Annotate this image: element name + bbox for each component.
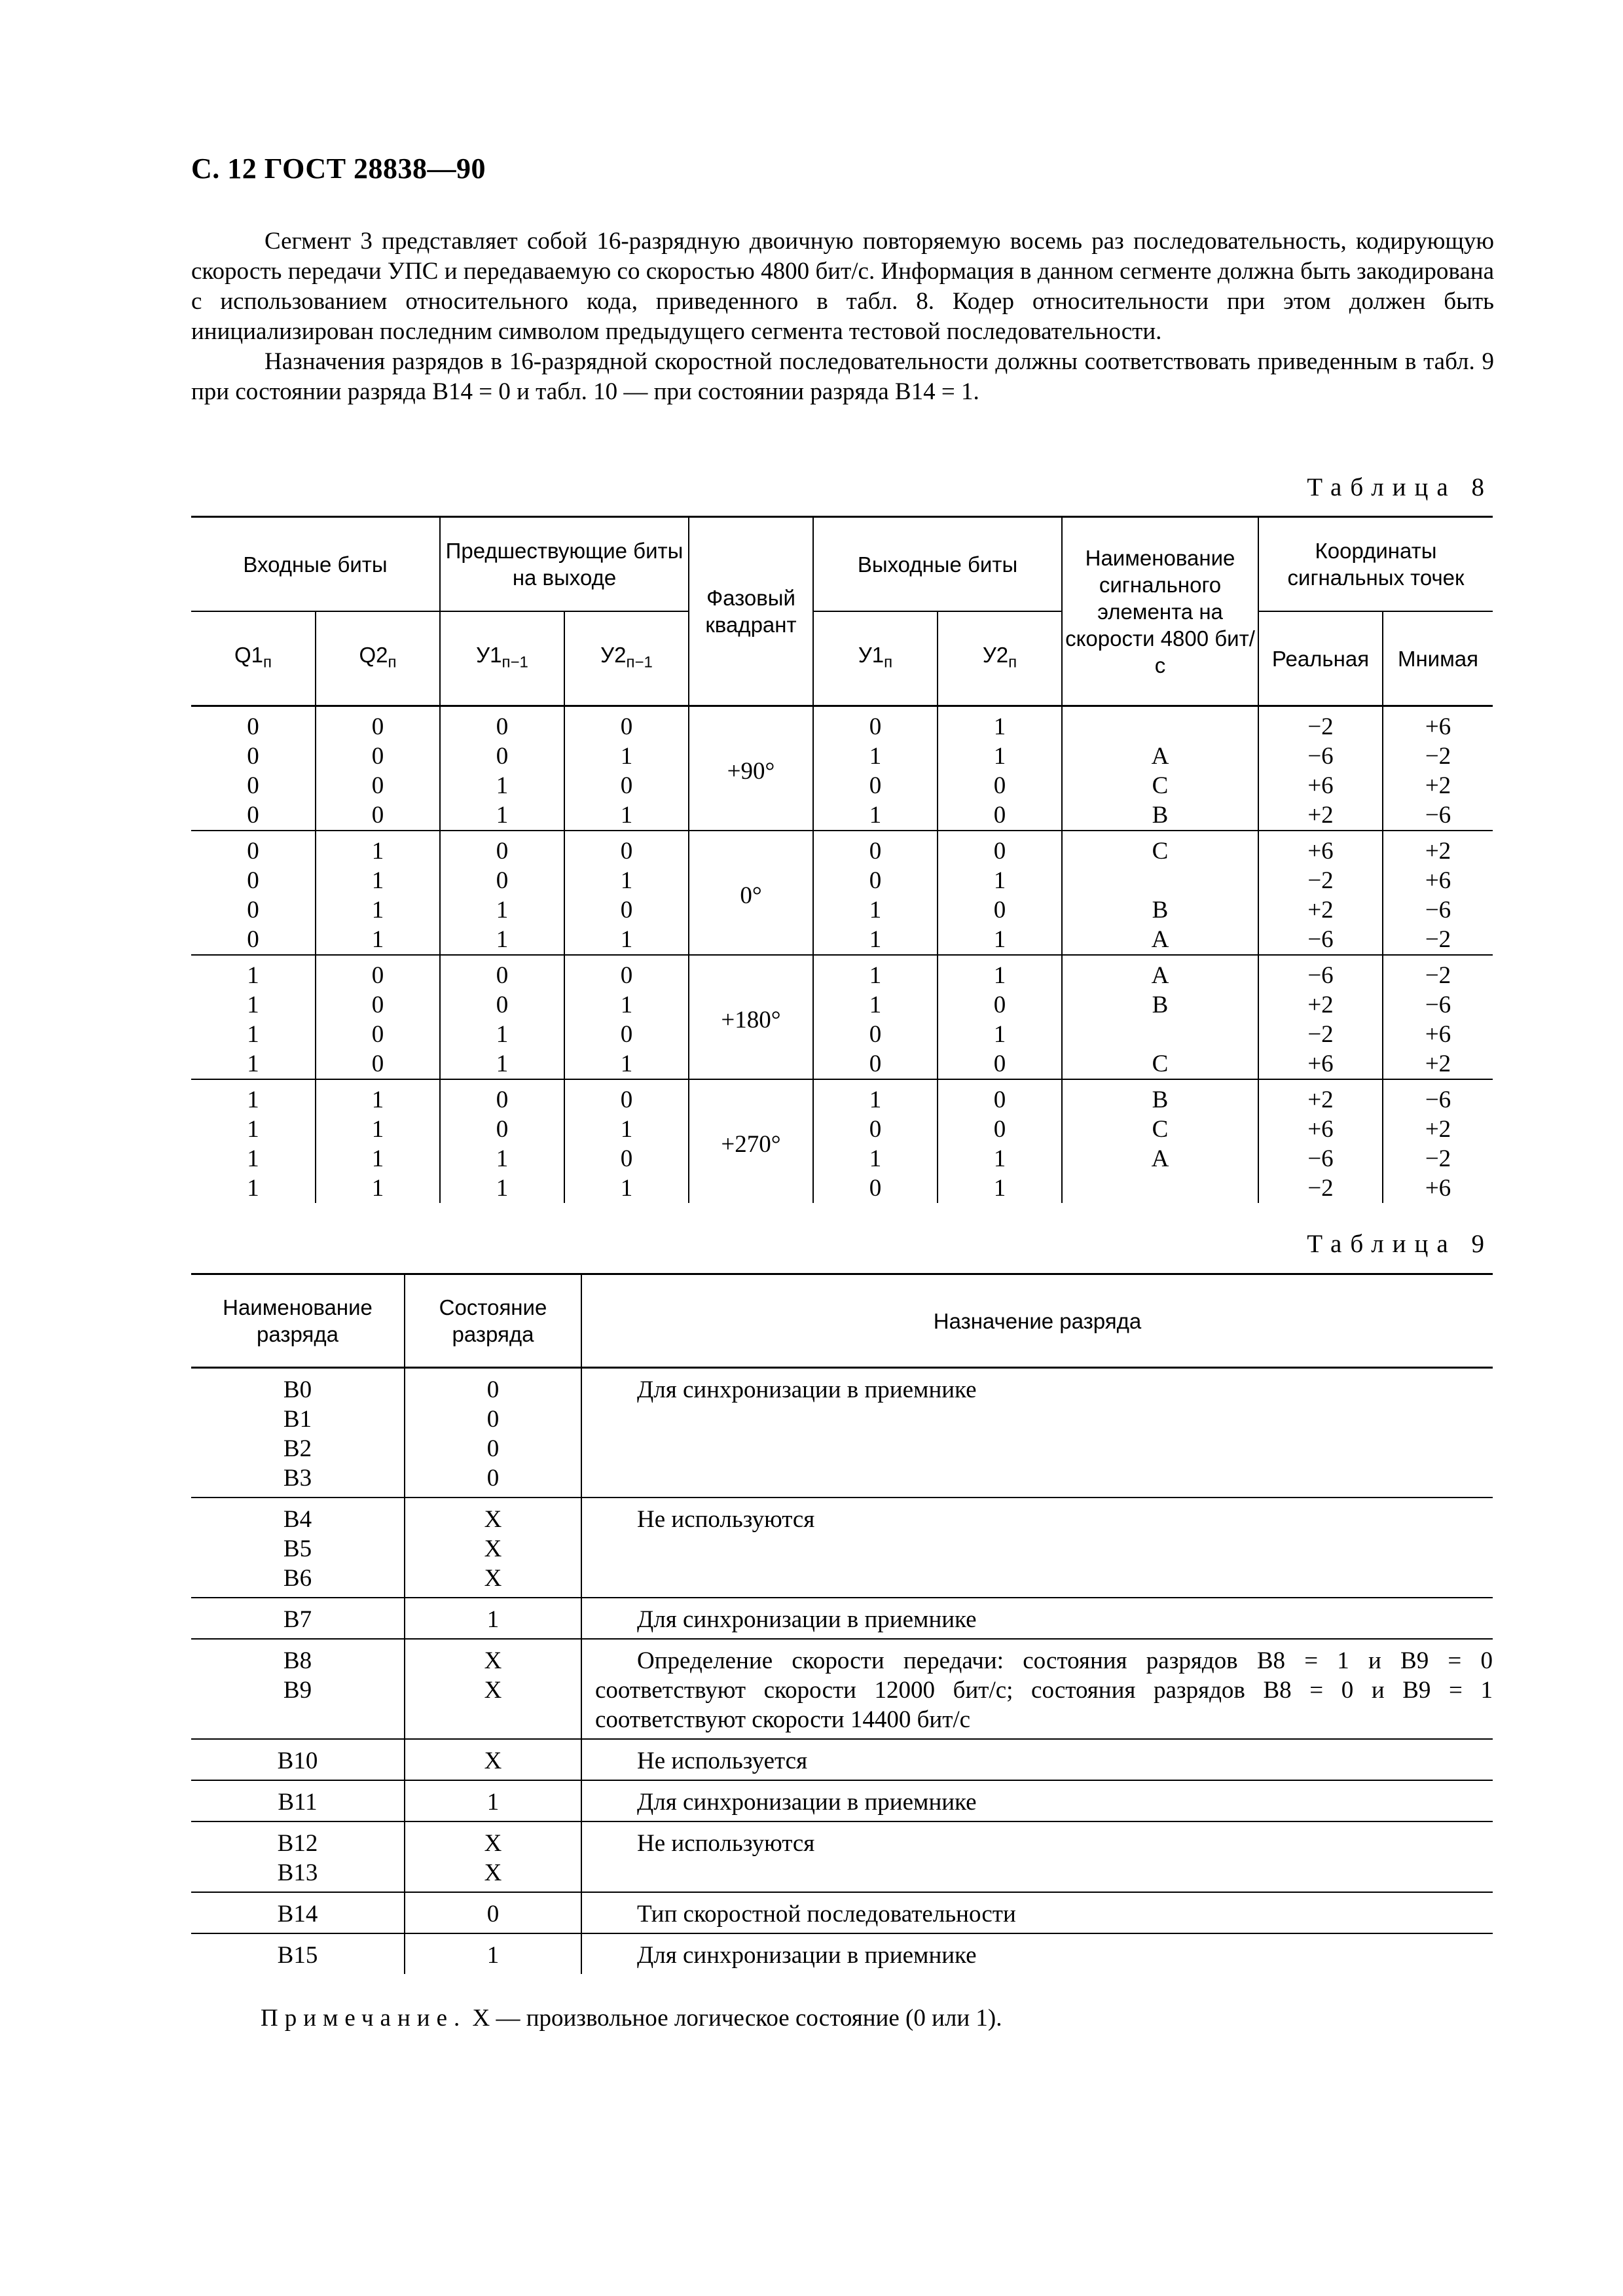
table-row — [191, 1892, 1493, 1933]
table-cell: 1 — [191, 955, 316, 990]
table-cell: 1 — [440, 800, 564, 831]
table-row — [191, 1780, 1493, 1821]
table-cell: A — [1062, 1144, 1258, 1174]
table-row — [191, 990, 1493, 1020]
table-cell: 0 — [440, 990, 564, 1020]
table-cell: 1 — [813, 955, 938, 990]
table-cell: 1 — [564, 925, 689, 955]
table-cell: B — [1062, 990, 1258, 1020]
header-prev-bits: Предшествующие биты на выходе — [440, 517, 689, 612]
table-cell: 1 — [564, 1174, 689, 1203]
table-cell: 1 — [191, 1115, 316, 1144]
table-cell: 0 — [564, 895, 689, 925]
table-cell: −6 — [1258, 1144, 1383, 1174]
bit-state-cell: 1 — [405, 1598, 581, 1639]
table-cell: 0 — [191, 866, 316, 895]
table-cell: 0 — [440, 742, 564, 771]
table-cell: +2 — [1258, 1079, 1383, 1115]
table-cell: 0 — [938, 800, 1062, 831]
table-row — [191, 1368, 1493, 1498]
table-cell: 0 — [191, 771, 316, 800]
table-cell: 0 — [191, 925, 316, 955]
table-cell: 1 — [440, 1174, 564, 1203]
page-header: С. 12 ГОСТ 28838—90 — [191, 152, 486, 185]
table-cell: 0 — [938, 771, 1062, 800]
table-cell: 1 — [191, 1020, 316, 1049]
table-cell: 0 — [316, 706, 440, 742]
table-cell: C — [1062, 1049, 1258, 1079]
bit-state-cell: 0 0 0 0 — [405, 1368, 581, 1498]
table-cell: 0 — [440, 831, 564, 866]
table-cell: 0 — [813, 1174, 938, 1203]
table-9 — [191, 1273, 1493, 1974]
table-cell: 1 — [440, 1049, 564, 1079]
bit-state-cell: X X X — [405, 1498, 581, 1598]
bit-purpose-cell: Для синхронизации в приемнике — [581, 1933, 1493, 1974]
body-text — [191, 226, 1494, 407]
table-cell: 1 — [938, 1020, 1062, 1049]
phase-cell: +180° — [689, 955, 813, 1079]
table-cell: 0 — [813, 706, 938, 742]
table-cell: 0 — [440, 1079, 564, 1115]
table-9-title: Таблица 9 — [1307, 1230, 1493, 1258]
table-cell: +2 — [1383, 831, 1493, 866]
table-cell: 1 — [938, 866, 1062, 895]
table-cell: 1 — [564, 1049, 689, 1079]
table-cell: −6 — [1258, 925, 1383, 955]
table-cell: +2 — [1258, 990, 1383, 1020]
table-row — [191, 1144, 1493, 1174]
table-cell: 0 — [938, 1049, 1062, 1079]
table-cell: +6 — [1258, 1049, 1383, 1079]
header-real: Реальная — [1258, 611, 1383, 706]
table-row — [191, 925, 1493, 955]
table-cell: −2 — [1383, 925, 1493, 955]
paragraph-1: Сегмент 3 представляет собой 16-разрядную двоичную повторяемую восемь раз последовательность, кодирующую скорость передачи УПС и передаваемую со скоростью 4800 бит/с. Информация в данном сегменте должна быть закодирована с использованием относительного кода, приведенного в табл. 8. Кодер относительности при этом должен быть инициализирован последним символом предыдущего сегмента тестовой последовательности. — [191, 228, 1494, 345]
bit-state-cell: 0 — [405, 1892, 581, 1933]
table-cell: +6 — [1383, 1020, 1493, 1049]
table-cell: 1 — [440, 1020, 564, 1049]
table-cell: 1 — [813, 800, 938, 831]
table-row — [191, 742, 1493, 771]
header-bit-name: Наименование разряда — [223, 1295, 373, 1346]
table-cell: C — [1062, 771, 1258, 800]
table-cell: 0 — [564, 706, 689, 742]
table-cell: 1 — [938, 1144, 1062, 1174]
table-cell: 1 — [316, 1144, 440, 1174]
table-cell: +6 — [1258, 771, 1383, 800]
table-cell: 0 — [813, 831, 938, 866]
table-cell: 1 — [316, 1174, 440, 1203]
table-cell: 0 — [191, 800, 316, 831]
table-cell: B — [1062, 1079, 1258, 1115]
table-cell: 1 — [191, 1144, 316, 1174]
header-signal-name: Наименование сигнального элемента на скорости 4800 бит/с — [1062, 517, 1258, 706]
bit-state-cell: X X — [405, 1639, 581, 1739]
table-8-title: Таблица 8 — [1307, 473, 1493, 501]
table-cell: C — [1062, 1115, 1258, 1144]
header-input-bits: Входные биты — [191, 517, 440, 612]
table-cell: +6 — [1383, 706, 1493, 742]
table-row — [191, 1079, 1493, 1115]
table-cell: 0 — [191, 742, 316, 771]
table-row — [191, 1933, 1493, 1974]
table-cell: 1 — [316, 1079, 440, 1115]
table-cell: 1 — [813, 990, 938, 1020]
table-8 — [191, 516, 1493, 1203]
table-row — [191, 895, 1493, 925]
table-cell: 1 — [813, 1079, 938, 1115]
table-cell: 0 — [564, 831, 689, 866]
header-y1: $У1_п$ — [813, 611, 938, 706]
table-cell: 1 — [316, 866, 440, 895]
table-cell: +2 — [1383, 771, 1493, 800]
table-row — [191, 955, 1493, 990]
table-cell: 0 — [813, 1049, 938, 1079]
table-cell: −2 — [1258, 1174, 1383, 1203]
note-text: X — произвольное логическое состояние (0 или 1). — [472, 2005, 1002, 2032]
table-row — [191, 1598, 1493, 1639]
header-imag: Мнимая — [1383, 611, 1493, 706]
table-cell: 1 — [440, 925, 564, 955]
table-cell: 1 — [564, 1115, 689, 1144]
table-cell: −2 — [1258, 1020, 1383, 1049]
table-cell: 0 — [191, 895, 316, 925]
table-cell: C — [1062, 831, 1258, 866]
table-cell: 1 — [191, 1049, 316, 1079]
phase-cell: 0° — [689, 831, 813, 955]
table-cell: A — [1062, 742, 1258, 771]
table-cell: 0 — [564, 1020, 689, 1049]
table-9-body — [191, 1368, 1493, 1975]
table-row — [191, 1639, 1493, 1739]
table-cell: 0 — [564, 771, 689, 800]
table-cell: 1 — [191, 1174, 316, 1203]
table-cell: 1 — [813, 1144, 938, 1174]
table-cell: 1 — [316, 895, 440, 925]
bit-purpose-cell: Не используются — [581, 1821, 1493, 1892]
table-cell: 1 — [440, 895, 564, 925]
table-cell: 1 — [938, 925, 1062, 955]
table-cell: 0 — [316, 1049, 440, 1079]
bit-purpose-cell: Определение скорости передачи: состояния разрядов B8 = 1 и B9 = 0 соответствуют скорости 12000 бит/с; состояния разрядов B8 = 0 и B9 = 1 соответствуют скорости 14400 бит/с — [581, 1639, 1493, 1739]
table-cell: 0 — [316, 990, 440, 1020]
phase-cell: +90° — [689, 706, 813, 831]
table-cell: B — [1062, 800, 1258, 831]
table-cell: +2 — [1258, 895, 1383, 925]
table-row — [191, 1020, 1493, 1049]
table-cell: +2 — [1383, 1115, 1493, 1144]
table-cell: 0 — [440, 1115, 564, 1144]
bit-purpose-cell: Для синхронизации в приемнике — [581, 1368, 1493, 1498]
table-cell: 1 — [813, 925, 938, 955]
table-8-body — [191, 706, 1493, 1204]
table-cell: −6 — [1258, 742, 1383, 771]
table-cell: 1 — [440, 1144, 564, 1174]
table-row — [191, 1049, 1493, 1079]
table-cell — [1062, 706, 1258, 742]
table-row — [191, 1821, 1493, 1892]
table-cell: 0 — [938, 1115, 1062, 1144]
note — [261, 2004, 1002, 2032]
table-cell: 0 — [938, 1079, 1062, 1115]
header-bit-purpose: Назначение разряда — [581, 1274, 1493, 1368]
table-cell: +2 — [1383, 1049, 1493, 1079]
header-y2: $У2_п$ — [938, 611, 1062, 706]
table-cell: 1 — [938, 706, 1062, 742]
table-cell: −6 — [1383, 895, 1493, 925]
table-cell: 0 — [191, 831, 316, 866]
table-cell: 1 — [191, 1079, 316, 1115]
table-cell: 1 — [316, 925, 440, 955]
table-cell: −2 — [1383, 1144, 1493, 1174]
table-cell: 1 — [813, 895, 938, 925]
bit-state-cell: 1 — [405, 1780, 581, 1821]
table-cell: 1 — [316, 831, 440, 866]
table-row — [191, 771, 1493, 800]
table-cell: +6 — [1383, 1174, 1493, 1203]
table-cell: +2 — [1258, 800, 1383, 831]
table-cell — [1062, 1174, 1258, 1203]
table-cell: −2 — [1383, 742, 1493, 771]
header-y1-prev: $У1_{п-1}$ — [440, 611, 564, 706]
table-cell: B — [1062, 895, 1258, 925]
table-cell: +6 — [1383, 866, 1493, 895]
table-cell: 0 — [316, 955, 440, 990]
header-y2-prev: $У2_{п-1}$ — [564, 611, 689, 706]
bit-purpose-cell: Не используются — [581, 1498, 1493, 1598]
table-cell: 0 — [440, 955, 564, 990]
table-row — [191, 1739, 1493, 1780]
table-cell — [1062, 1020, 1258, 1049]
bit-purpose-cell: Тип скоростной последовательности — [581, 1892, 1493, 1933]
table-cell: 1 — [191, 990, 316, 1020]
table-cell: 0 — [938, 990, 1062, 1020]
table-cell: 1 — [440, 771, 564, 800]
table-cell: +6 — [1258, 1115, 1383, 1144]
header-output-bits: Выходные биты — [813, 517, 1062, 612]
header-q1: $Q1_п$ — [191, 611, 316, 706]
bit-name-cell: B4 B5 B6 — [283, 1506, 312, 1592]
header-q2: $Q2_п$ — [316, 611, 440, 706]
table-row — [191, 831, 1493, 866]
table-cell: −2 — [1258, 866, 1383, 895]
bit-name-cell: B12 B13 — [277, 1830, 318, 1886]
bit-state-cell: X X — [405, 1821, 581, 1892]
table-cell: 0 — [316, 800, 440, 831]
table-cell: 0 — [316, 771, 440, 800]
bit-name-cell: B7 — [283, 1606, 312, 1633]
table-cell: A — [1062, 925, 1258, 955]
table-cell: −6 — [1383, 990, 1493, 1020]
bit-purpose-cell: Для синхронизации в приемнике — [581, 1780, 1493, 1821]
table-row — [191, 1115, 1493, 1144]
table-cell: −6 — [1383, 800, 1493, 831]
header-bit-state: Состояние разряда — [405, 1274, 581, 1368]
table-row — [191, 1174, 1493, 1203]
table-cell: +6 — [1258, 831, 1383, 866]
table-cell: −2 — [1383, 955, 1493, 990]
table-cell: 1 — [564, 800, 689, 831]
table-cell: 0 — [564, 955, 689, 990]
table-cell: 1 — [564, 742, 689, 771]
bit-purpose-cell: Для синхронизации в приемнике — [581, 1598, 1493, 1639]
table-cell: A — [1062, 955, 1258, 990]
table-cell: 1 — [938, 742, 1062, 771]
bit-name-cell: B15 — [277, 1942, 318, 1969]
table-row — [191, 800, 1493, 831]
table-cell: 0 — [564, 1144, 689, 1174]
table-cell: 1 — [938, 955, 1062, 990]
table-cell: 1 — [938, 1174, 1062, 1203]
table-cell: 0 — [316, 742, 440, 771]
bit-name-cell: B14 — [277, 1901, 318, 1928]
table-cell: 0 — [813, 866, 938, 895]
bit-state-cell: 1 — [405, 1933, 581, 1974]
bit-state-cell: X — [405, 1739, 581, 1780]
table-cell: 1 — [813, 742, 938, 771]
header-coords: Координаты сигнальных точек — [1258, 517, 1493, 612]
table-cell: 0 — [938, 895, 1062, 925]
table-cell: 0 — [938, 831, 1062, 866]
table-cell: 0 — [813, 1020, 938, 1049]
phase-cell: +270° — [689, 1079, 813, 1203]
bit-name-cell: B11 — [278, 1789, 318, 1816]
table-row — [191, 706, 1493, 742]
table-cell: 0 — [564, 1079, 689, 1115]
table-cell — [1062, 866, 1258, 895]
table-cell: 0 — [316, 1020, 440, 1049]
table-cell: 0 — [813, 1115, 938, 1144]
table-cell: 0 — [440, 866, 564, 895]
table-cell: 1 — [564, 990, 689, 1020]
table-cell: 1 — [316, 1115, 440, 1144]
table-row — [191, 1498, 1493, 1598]
table-cell: 1 — [564, 866, 689, 895]
note-label: Примечание. — [261, 2005, 467, 2032]
bit-name-cell: B8 B9 — [283, 1647, 312, 1704]
table-cell: −6 — [1383, 1079, 1493, 1115]
table-row — [191, 866, 1493, 895]
header-phase: Фазовый квадрант — [689, 517, 813, 706]
table-cell: −6 — [1258, 955, 1383, 990]
bit-name-cell: B10 — [277, 1748, 318, 1774]
table-cell: 0 — [191, 706, 316, 742]
table-cell: −2 — [1258, 706, 1383, 742]
table-cell: 0 — [440, 706, 564, 742]
table-cell: 0 — [813, 771, 938, 800]
bit-name-cell: B0 B1 B2 B3 — [283, 1376, 312, 1492]
paragraph-2: Назначения разрядов в 16-разрядной скоростной последовательности должны соответствовать приведенным в табл. 9 при состоянии разряда B14 = 0 и табл. 10 — при состоянии разряда B14 = 1. — [191, 348, 1494, 405]
bit-purpose-cell: Не используется — [581, 1739, 1493, 1780]
